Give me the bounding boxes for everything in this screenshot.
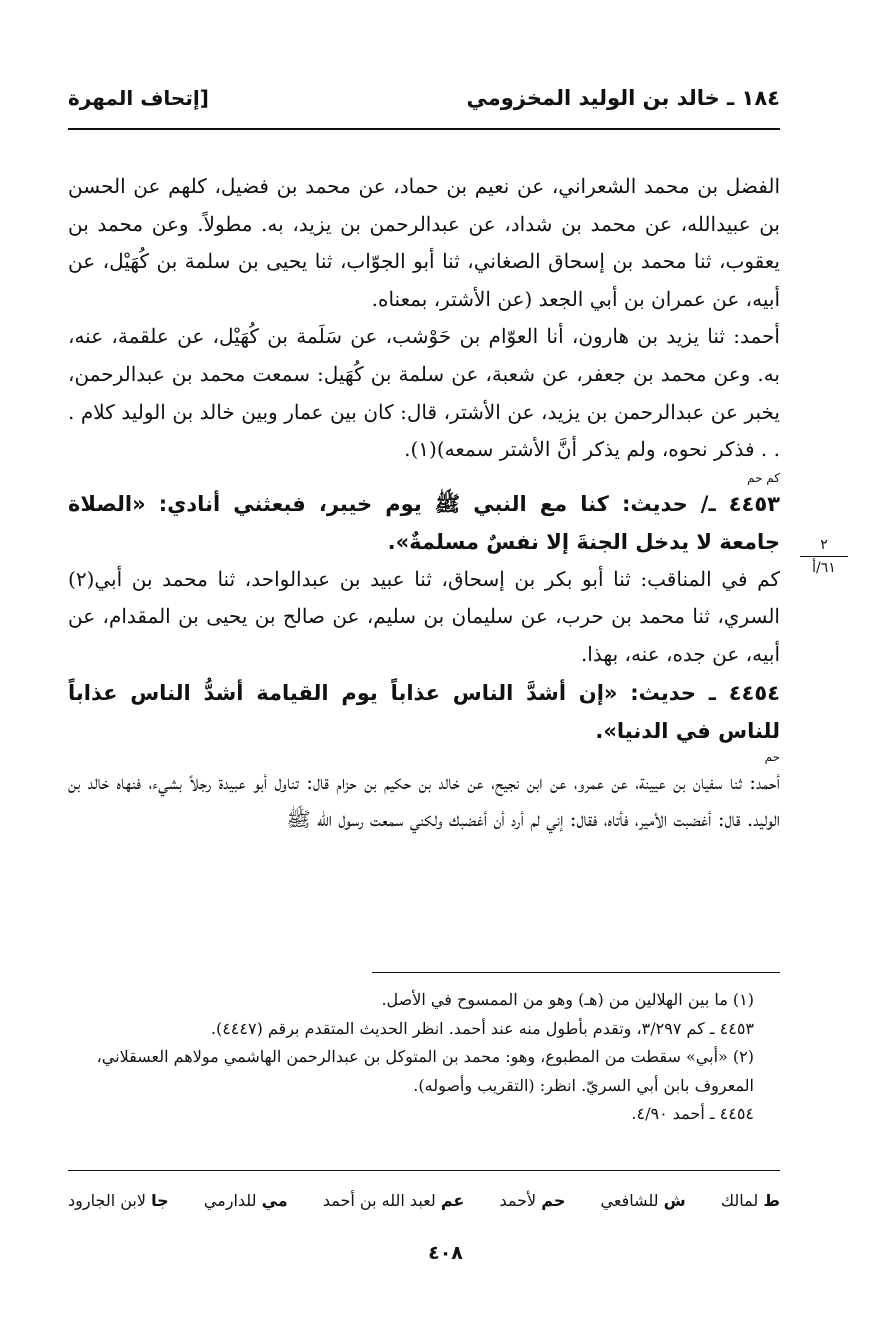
hadith-4453-text: ٤٤٥٣ ـ/ حديث: كنا مع النبي ﷺ يوم خيبر، فبعثني أنادي: «الصلاة جامعة لا يدخل الجنةَ إلا نفسٌ مسلمةٌ». [68, 491, 780, 554]
footnote-2: (٢) «أبي» سقطت من المطبوع، وهو: محمد بن المتوكل بن عبدالرحمن الهاشمي مولاهم العسقلاني، المعروف بابن أبي السريّ. انظر: (التقريب وأصوله). [96, 1047, 754, 1095]
abbr-item: عم لعبد الله بن أحمد [322, 1191, 465, 1210]
abbr-item: حم لأحمد [499, 1191, 566, 1210]
footnote-1: (١) ما بين الهلالين من (هـ) وهو من الممسوح في الأصل. [381, 990, 754, 1009]
header-divider [68, 128, 780, 130]
paragraph-ahmad-2: أحمد: ثنا سفيان بن عيينة، عن عمرو، عن ابن نجيح، عن خالد بن حكيم بن حزام قال: تناول أبو عبيدة رجلاً بشيء، فنهاه خالد بن الوليد. قال: أغضبت الأمير، فأتاه، فقال: إني لم أرد أن أغضبك ولكني سمعت رسول الله ﷺ [68, 769, 780, 832]
hadith-4453-tag: كم حم [747, 470, 780, 485]
abbr-item: جا لابن الجارود [68, 1191, 169, 1210]
abbr-item: ش للشافعي [600, 1191, 686, 1210]
hadith-4454-text: ٤٤٥٤ ـ حديث: «إن أشدَّ الناس عذاباً يوم القيامة أشدُّ الناس عذاباً للناس في الدنيا». [68, 680, 780, 743]
hadith-4454 [68, 674, 780, 764]
hadith-4453 [68, 471, 780, 561]
margin-note-bottom: ٦١/أ [812, 560, 836, 576]
manuscript-folio-note [800, 534, 848, 579]
hadith-4454-tag: حم [764, 749, 780, 764]
main-text [68, 168, 780, 839]
chapter-title: ١٨٤ ـ خالد بن الوليد المخزومي [466, 86, 780, 110]
margin-note-top: ٢ [800, 534, 848, 557]
paragraph-isnad-1: الفضل بن محمد الشعراني، عن نعيم بن حماد، عن محمد بن فضيل، كلهم عن الحسن بن عبيدالله، عن محمد بن شداد، عن عبدالرحمن بن يزيد، به. مطولاً. وعن محمد بن يعقوب، ثنا محمد بن إسحاق الصغاني، ثنا أبو الجوّاب، ثنا يحيى بن سلمة بن كُهَيْل، عن أبيه، عن عمران بن أبي الجعد (عن الأشتر، بمعناه. [68, 174, 780, 311]
abbr-item: ط لمالك [720, 1191, 780, 1210]
book-title: [إتحاف المهرة [68, 86, 209, 110]
running-header [68, 80, 780, 120]
abbreviations-divider [68, 1170, 780, 1171]
abbreviation-key [68, 1186, 780, 1216]
paragraph-ahmad-1: أحمد: ثنا يزيد بن هارون، أنا العوّام بن حَوْشب، عن سَلَمة بن كُهَيْل، عن علقمة، عنه، به. وعن محمد بن جعفر، عن شعبة، عن سلمة بن كُهَيل: سمعت محمد بن عبدالرحمن، يخبر عن عبدالرحمن بن يزيد، عن الأشتر، قال: كان بين عمار وبين خالد بن الوليد كلام . . . فذكر نحوه، ولم يذكر أنَّ الأشتر سمعه)(١). [68, 324, 780, 462]
page-number: ٤٠٨ [428, 1242, 463, 1264]
footnote-divider [372, 972, 780, 973]
footnote-4453: ٤٤٥٣ ـ كم ٣/٢٩٧، وتقدم بأطول منه عند أحمد. انظر الحديث المتقدم برقم (٤٤٤٧). [210, 1018, 754, 1038]
paragraph-manaqib: كم في المناقب: ثنا أبو بكر بن إسحاق، ثنا عبيد بن عبدالواحد، ثنا محمد بن أبي(٢) السري، ثنا محمد بن حرب، عن سليمان بن سليم، عن صالح بن يحيى بن المقدام، عن أبيه، عن جده، عنه، بهذا. [68, 566, 780, 666]
abbr-item: مي للدارمي [203, 1191, 288, 1210]
footnotes [68, 986, 780, 1129]
footnote-4454: ٤٤٥٤ ـ أحمد ٤/٩٠. [631, 1104, 754, 1124]
